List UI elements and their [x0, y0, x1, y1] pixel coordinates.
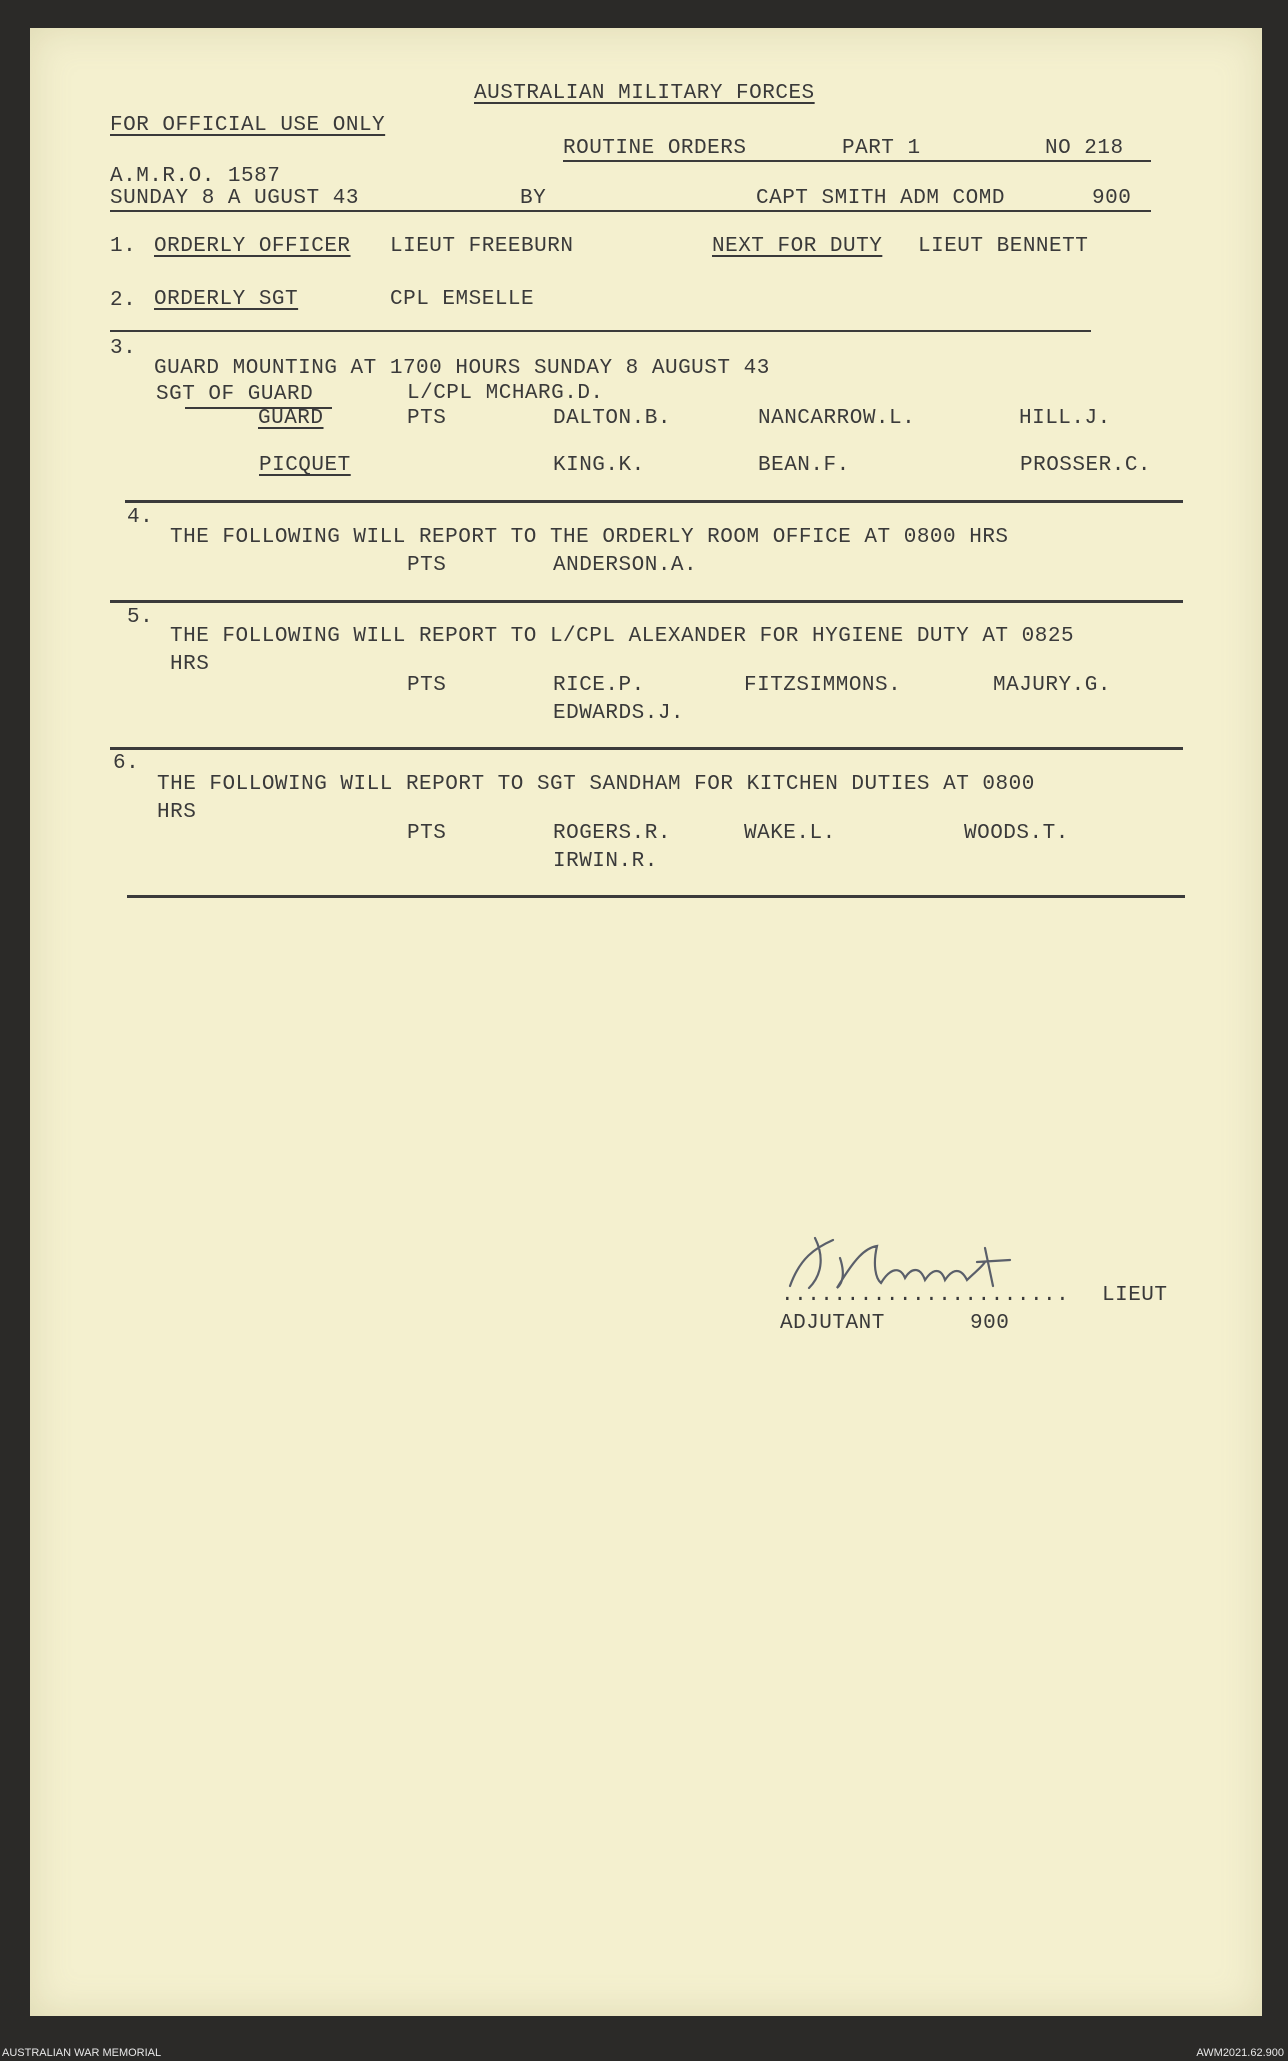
doc-title: AUSTRALIAN MILITARY FORCES — [474, 82, 815, 105]
header-rule-2 — [110, 210, 1151, 212]
orderly-sgt-label: ORDERLY SGT — [154, 288, 299, 311]
item6-member: WOODS.T. — [964, 822, 1069, 845]
item5-instruction-cont: HRS — [170, 653, 210, 676]
guard-member: DALTON.B. — [553, 407, 671, 430]
item4-member: ANDERSON.A. — [553, 554, 698, 577]
item6-member: WAKE.L. — [744, 822, 836, 845]
sgt-of-guard-label: SGT OF GUARD — [156, 383, 314, 406]
item4-pts-label: PTS — [407, 554, 447, 577]
header-rule — [563, 160, 1151, 162]
item6-member: ROGERS.R. — [553, 822, 671, 845]
picquet-member: BEAN.F. — [758, 454, 850, 477]
by-label: BY — [520, 187, 547, 210]
routine-orders-label: ROUTINE ORDERS — [563, 137, 747, 160]
section-divider — [125, 500, 1183, 503]
signature-dots: ...................... — [781, 1284, 1070, 1307]
signature-unit-code: 900 — [970, 1312, 1010, 1335]
picquet-member: PROSSER.C. — [1020, 454, 1152, 477]
item6-member: IRWIN.R. — [553, 850, 658, 873]
archive-reference: AWM2021.62.900 — [1196, 2047, 1284, 2059]
picquet-member: KING.K. — [553, 454, 645, 477]
item5-member: RICE.P. — [553, 674, 645, 697]
item6-instruction-cont: HRS — [157, 801, 197, 824]
item6-number: 6. — [113, 752, 140, 775]
item3-number: 3. — [110, 337, 137, 360]
orderly-sgt-name: CPL EMSELLE — [390, 288, 535, 311]
section-divider — [110, 330, 1091, 332]
picquet-label: PICQUET — [259, 454, 351, 477]
archive-credit: AUSTRALIAN WAR MEMORIAL — [2, 2047, 162, 2059]
amro-reference: A.M.R.O. 1587 — [110, 165, 281, 188]
header-unit-code: 900 — [1092, 187, 1132, 210]
next-for-duty-name: LIEUT BENNETT — [918, 235, 1089, 258]
order-date: SUNDAY 8 A UGUST 43 — [110, 187, 359, 210]
item5-member: EDWARDS.J. — [553, 702, 685, 725]
guard-member: NANCARROW.L. — [758, 407, 916, 430]
item5-member: FITZSIMMONS. — [744, 674, 902, 697]
order-number: NO 218 — [1045, 137, 1124, 160]
section-divider — [110, 600, 1183, 603]
item6-pts-label: PTS — [407, 822, 447, 845]
document-page — [30, 28, 1262, 2016]
section-divider — [127, 895, 1185, 898]
item5-pts-label: PTS — [407, 674, 447, 697]
item5-number: 5. — [127, 606, 154, 629]
item5-member: MAJURY.G. — [993, 674, 1111, 697]
orderly-officer-name: LIEUT FREEBURN — [390, 235, 574, 258]
guard-mounting-heading: GUARD MOUNTING AT 1700 HOURS SUNDAY 8 AUGUST 43 — [154, 357, 770, 380]
item4-instruction: THE FOLLOWING WILL REPORT TO THE ORDERLY ROOM OFFICE AT 0800 HRS — [170, 526, 1009, 549]
next-for-duty-label: NEXT FOR DUTY — [712, 235, 883, 258]
orderly-officer-label: ORDERLY OFFICER — [154, 235, 351, 258]
guard-member: HILL.J. — [1019, 407, 1111, 430]
item5-instruction: THE FOLLOWING WILL REPORT TO L/CPL ALEXANDER FOR HYGIENE DUTY AT 0825 — [170, 625, 1075, 648]
authority: CAPT SMITH ADM COMD — [756, 187, 1005, 210]
item4-number: 4. — [127, 506, 154, 529]
signature-rank: LIEUT — [1102, 1284, 1168, 1307]
guard-pts-label: PTS — [407, 407, 447, 430]
adjutant-label: ADJUTANT — [780, 1312, 885, 1335]
section-divider — [110, 747, 1183, 750]
item1-number: 1. — [110, 235, 137, 258]
part-label: PART 1 — [842, 137, 921, 160]
sgt-of-guard-name: L/CPL MCHARG.D. — [407, 382, 604, 405]
item2-number: 2. — [110, 289, 137, 312]
official-use-label: FOR OFFICIAL USE ONLY — [110, 114, 386, 137]
guard-label: GUARD — [258, 407, 324, 430]
item6-instruction: THE FOLLOWING WILL REPORT TO SGT SANDHAM FOR KITCHEN DUTIES AT 0800 — [157, 773, 1035, 796]
